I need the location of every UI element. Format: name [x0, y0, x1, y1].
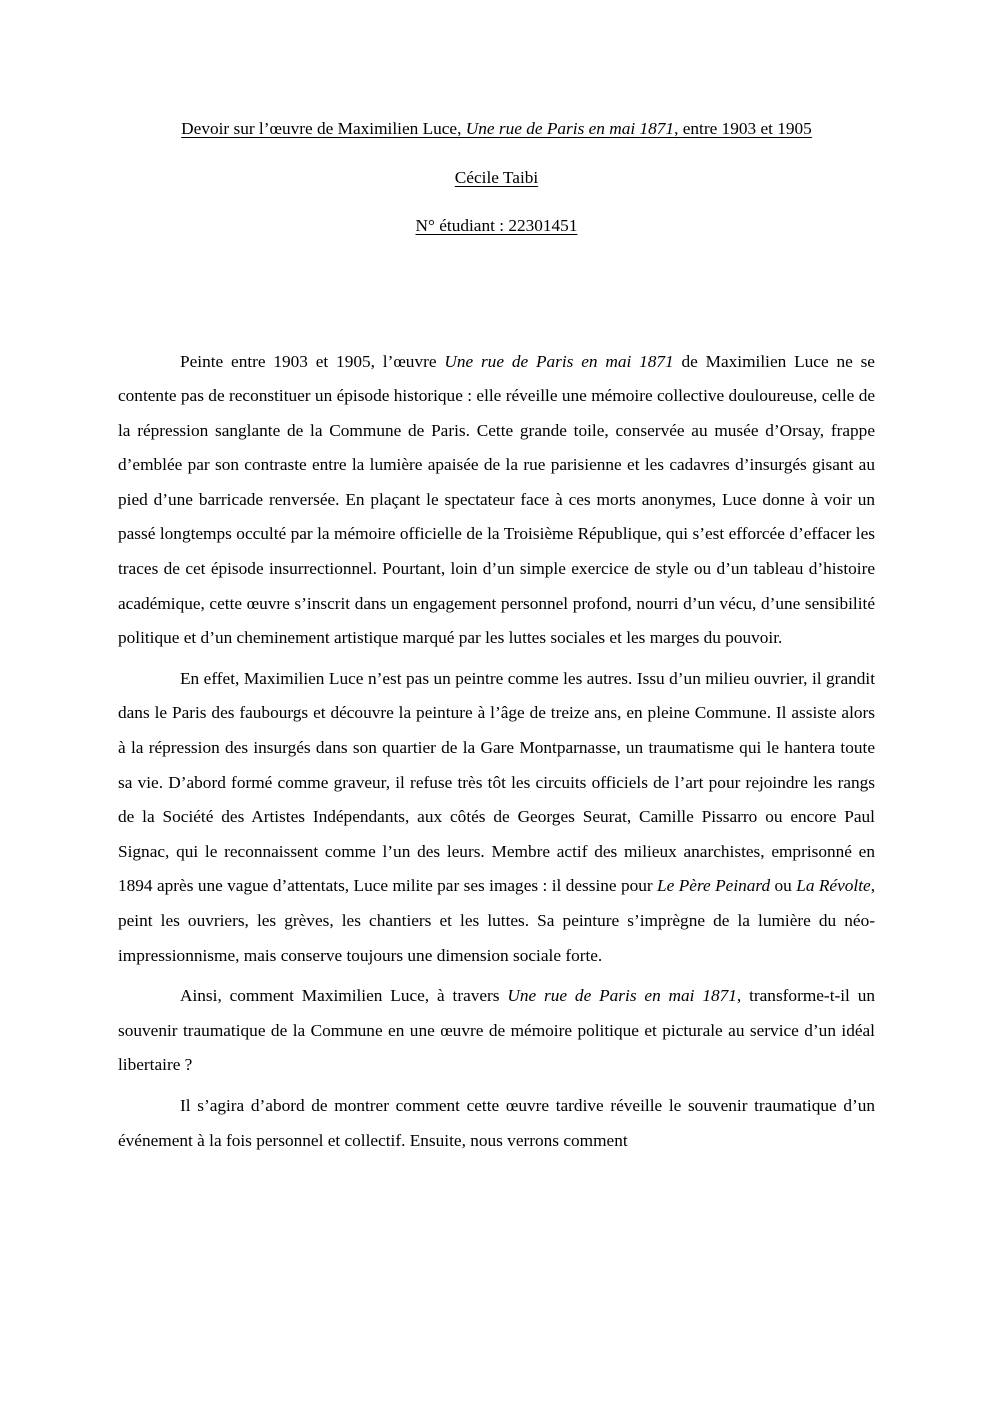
- document-title-suffix: , entre 1903 et 1905: [674, 119, 812, 138]
- body-paragraph: [118, 979, 875, 1083]
- body-paragraph: [118, 345, 875, 656]
- document-title: [118, 112, 875, 147]
- italic-work-title: La Révolte: [796, 876, 871, 896]
- paragraph-text-run: Il s’agira d’abord de montrer comment cette œuvre tardive réveille le souvenir traumatique d’un événement à la fois personnel et collectif. Ensuite, nous verrons comment: [118, 1095, 875, 1150]
- document-author: [118, 161, 875, 196]
- italic-work-title: Le Père Peinard: [657, 876, 771, 896]
- document-content-column: [118, 0, 875, 1158]
- paragraph-text-run: ou: [770, 876, 797, 896]
- paragraph-text-run: En effet, Maximilien Luce n’est pas un peintre comme les autres. Issu d’un milieu ouvrier, il grandit dans le Paris des faubourgs et découvre la peinture à l’âge de treize ans, en pleine Commune. Il assiste alors à la répression des insurgés dans son quartier de la Gare Montparnasse, un traumatisme qui le hantera toute sa vie. D’abord formé comme graveur, il refuse très tôt les circuits officiels de l’art pour rejoindre les rangs de la Société des Artistes Indépendants, aux côtés de Georges Seurat, Camille Pissarro ou encore Paul Signac, qui le reconnaissent comme l’un des leurs. Membre actif des milieux anarchistes, emprisonné en 1894 après une vague d’attentats, Luce milite par ses images : il dessine pour: [118, 668, 875, 896]
- paragraph-text-run: de Maximilien Luce ne se contente pas de reconstituer un épisode historique : elle réveille une mémoire collective douloureuse, celle de la répression sanglante de la Commune de Paris. Cette grande toile, conservée au musée d’Orsay, frappe d’emblée par son contraste entre la lumière apaisée de la rue parisienne et les cadavres d’insurgés gisant au pied d’une barricade renversée. En plaçant le spectateur face à ces morts anonymes, Luce donne à voir un passé longtemps occulté par la mémoire officielle de la Troisième République, qui s’est efforcée d’effacer les traces de cet épisode insurrectionnel. Pourtant, loin d’un simple exercice de style ou d’un tableau d’histoire académique, cette œuvre s’inscrit dans un engagement personnel profond, nourri d’un vécu, d’une sensibilité politique et d’un cheminement artistique marqué par les luttes sociales et les marges du pouvoir.: [118, 351, 875, 648]
- italic-work-title: Une rue de Paris en mai 1871: [507, 986, 737, 1006]
- document-title-prefix: Devoir sur l’œuvre de Maximilien Luce,: [181, 119, 466, 138]
- document-title-work: Une rue de Paris en mai 1871: [465, 119, 675, 138]
- paragraph-text-run: , transforme-t-il un souvenir traumatique de la Commune en une œuvre de mémoire politique et picturale au service d’un idéal libertaire ?: [118, 986, 875, 1075]
- paragraph-text-run: Ainsi, comment Maximilien Luce, à travers: [180, 986, 508, 1006]
- body-paragraph: [118, 1089, 875, 1158]
- paragraph-text-run: , peint les ouvriers, les grèves, les chantiers et les luttes. Sa peinture s’imprègne de la lumière du néo-impressionnisme, mais conserve toujours une dimension sociale forte.: [118, 876, 876, 965]
- document-student-number-text: N° étudiant : 22301451: [415, 216, 578, 235]
- italic-work-title: Une rue de Paris en mai 1871: [444, 351, 674, 371]
- document-student-number: [118, 209, 875, 244]
- paragraph-text-run: Peinte entre 1903 et 1905, l’œuvre: [180, 351, 445, 371]
- body-paragraph: [118, 662, 875, 973]
- document-body: [118, 345, 875, 1159]
- document-header: [118, 112, 875, 244]
- document-author-name: Cécile Taibi: [454, 167, 539, 187]
